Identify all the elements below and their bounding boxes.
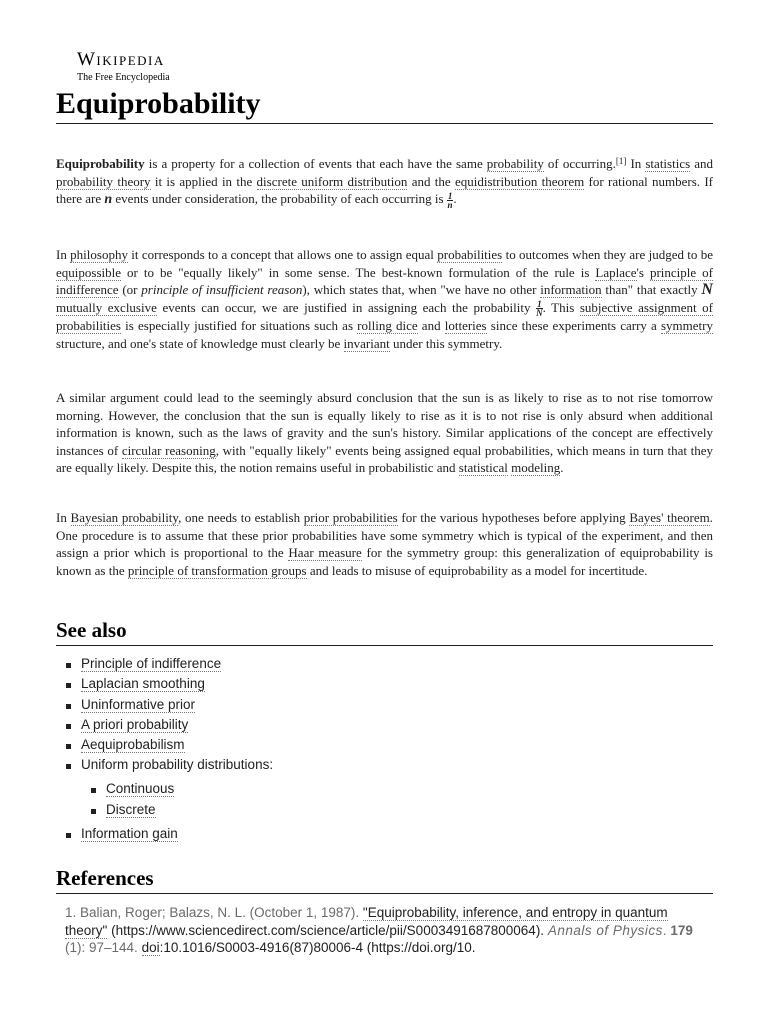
link-probability[interactable]: probability [486, 156, 544, 171]
text: and the [407, 173, 455, 189]
link-discrete-uniform-distribution[interactable]: discrete uniform distribution [256, 173, 408, 189]
link-transformation-groups[interactable]: principle of transformation groups [127, 562, 307, 578]
text: for rational numbers. If there are [56, 173, 713, 207]
text: . [560, 460, 564, 476]
ref-title-link[interactable]: "Equiprobability, inference, and entropy in quantum theory" [65, 905, 668, 938]
link-bayes-theorem[interactable]: Bayes' theorem [629, 510, 710, 525]
ref-url[interactable]: (https://www.sciencedirect.com/science/article/pii/S0003491687800064). [107, 922, 545, 938]
title-divider [56, 123, 713, 124]
text: of occurring. [543, 156, 616, 171]
text: since these experiments carry a [486, 318, 661, 334]
text: events can occur, we are justified in assigning each the probability [156, 299, 537, 315]
see-also-link[interactable]: Uninformative prior [81, 696, 196, 712]
link-bayesian-probability[interactable]: Bayesian probability [70, 510, 179, 525]
text: and leads to misuse of equiprobability as a model for incertitude. [306, 562, 648, 578]
text: . This [542, 299, 580, 315]
link-rolling-dice[interactable]: rolling dice [357, 318, 418, 334]
text: A similar argument could lead to the seemingly absurd conclusion that the sun is as likely to rise as to not rise tomorrow morning. However, the conclusion that the sun is equally likely to rise as it is to not rise is only absurd when additional information is known, such as the laws of gravity and the sun's history. Similar applications of the concept are effectively instances of [56, 390, 713, 458]
link-modeling[interactable]: modeling [511, 460, 561, 476]
bayesian-paragraph [56, 509, 713, 579]
text: , with "equally likely" events being assigned equal probabilities, which means in turn that they are equally likely. Despite this, the notion remains useful in probabilistic and [56, 442, 714, 476]
text: and [417, 318, 445, 334]
intro-paragraph [56, 155, 713, 209]
text: it corresponds to a concept that allows one to assign equal [127, 247, 438, 262]
ref-doi-url[interactable]: (https://doi.org/10. [363, 940, 476, 955]
text: it is applied in the [150, 173, 257, 189]
link-mutually-exclusive[interactable]: mutually exclusive [56, 299, 157, 315]
list-item[interactable] [56, 779, 273, 799]
sub-list [56, 779, 273, 820]
group-label: Uniform probability distributions: [81, 757, 274, 773]
link-subjective-assignment[interactable]: subjective assignment of probabilities [56, 299, 713, 334]
link-lotteries[interactable]: lotteries [444, 318, 487, 334]
link-information[interactable]: information [540, 282, 602, 298]
list-item[interactable] [56, 674, 273, 694]
ref-doi-label[interactable]: doi [141, 940, 160, 955]
references-heading: References [56, 866, 154, 890]
wikipedia-logo[interactable] [77, 50, 170, 84]
see-also-divider [56, 645, 713, 646]
link-statistical[interactable]: statistical [458, 460, 508, 476]
text: than" that exactly [601, 282, 702, 298]
references-divider [56, 893, 713, 894]
text: events under consideration, the probability of each occurring is [112, 191, 447, 207]
see-also-link[interactable]: Continuous [106, 781, 175, 797]
logo-wordmark-text: Wikipedia [77, 49, 165, 70]
list-item[interactable] [56, 654, 273, 674]
reference-1: 1. Balian, Roger; Balazs, N. L. (October 1, 1987). "Equiprobability, inference, and entropy in quantum theory" (https://www.sciencedirect.com/science/article/pii/S0003491687800064). Annals of Physics. 179 (1): 97–144. doi:10.1016/S0003-4916(87)80006-4 (https://doi.org/10. [65, 905, 693, 955]
text: In [56, 510, 71, 525]
citation-1[interactable]: [1] [615, 156, 627, 166]
logo-wordmark [77, 50, 170, 70]
link-philosophy[interactable]: philosophy [70, 247, 128, 262]
text: to outcomes when they are judged to be [502, 247, 714, 262]
ref-doi[interactable]: :10.1016/S0003-4916(87)80006-4 [159, 940, 363, 955]
page-title: Equiprobability [56, 87, 261, 120]
text: , one needs to establish [178, 510, 304, 525]
link-probabilities[interactable]: probabilities [437, 247, 503, 262]
math-N: N [701, 281, 713, 299]
text: . [453, 191, 457, 207]
see-also-list [56, 654, 273, 844]
text: 's [636, 264, 650, 280]
fraction-denominator: n [447, 199, 453, 210]
fraction-numerator: 1 [447, 190, 453, 201]
sun-paragraph [56, 389, 713, 477]
list-item[interactable] [56, 824, 273, 844]
link-equidistribution-theorem[interactable]: equidistribution theorem [455, 173, 585, 189]
list-item[interactable] [56, 695, 273, 715]
philosophy-paragraph [56, 246, 713, 352]
text: . One procedure is to assume that these prior probabilities have some symmetry which is typical of the experiment, and then assign a prior which is proportional to the [56, 510, 713, 561]
text: for the various hypotheses before applying [397, 510, 630, 525]
link-haar-measure[interactable]: Haar measure [288, 545, 362, 561]
list-item[interactable] [56, 800, 273, 820]
see-also-link[interactable]: A priori probability [81, 716, 189, 732]
see-also-link[interactable]: Principle of indifference [81, 656, 222, 671]
ref-authors: Balian, Roger; Balazs, N. L. (October 1, 1987). [80, 905, 363, 920]
text: In [56, 247, 71, 262]
text: In [626, 156, 646, 171]
list-item[interactable] [56, 735, 273, 755]
link-invariant[interactable]: invariant [343, 335, 390, 351]
see-also-link[interactable]: Information gain [81, 826, 178, 842]
link-principle-of-indifference[interactable]: principle of indifference [56, 264, 713, 298]
text: is a property for a collection of events that each have the same [144, 156, 487, 171]
logo-tagline: The Free Encyclopedia [77, 72, 170, 83]
fraction-numerator: 1 [537, 299, 542, 310]
ref-journal: Annals of Physics [547, 922, 663, 938]
link-prior-probabilities[interactable]: prior probabilities [303, 510, 398, 525]
text: under this symmetry. [389, 335, 503, 351]
ref-number: 1. [65, 905, 77, 920]
italic-text: principle of insufficient reason [141, 282, 303, 298]
see-also-link[interactable]: Laplacian smoothing [81, 676, 205, 692]
ref-volume: 179 [670, 922, 693, 938]
link-statistics[interactable]: statistics [645, 156, 691, 171]
text: ), which states that, when "we have no other [302, 282, 541, 298]
link-circular-reasoning[interactable]: circular reasoning [121, 442, 216, 458]
link-laplace[interactable]: Laplace [595, 264, 637, 280]
link-probability-theory[interactable]: probability theory [56, 173, 151, 189]
see-also-heading: See also [56, 618, 127, 642]
list-item[interactable] [56, 715, 273, 735]
text: or to be "equally likely" in some sense. The best-known formulation of the rule is [121, 264, 596, 280]
fraction-denominator: N [536, 308, 543, 319]
text: (or [118, 282, 142, 298]
see-also-link[interactable]: Discrete [106, 801, 156, 817]
list-item [56, 755, 273, 820]
math-n: n [104, 192, 113, 208]
text: and [690, 156, 713, 171]
link-equipossible[interactable]: equipossible [56, 264, 121, 280]
text: for the symmetry group: this generalization of equiprobability is known as the [56, 545, 713, 578]
see-also-link[interactable]: Aequiprobabilism [81, 737, 185, 753]
text: is especially justified for situations such as [121, 318, 358, 334]
text: structure, and one's state of knowledge must clearly be [56, 335, 344, 351]
link-symmetry[interactable]: symmetry [661, 318, 713, 334]
ref-pages: (1): 97–144. [65, 940, 142, 955]
bold-term: Equiprobability [56, 156, 145, 171]
